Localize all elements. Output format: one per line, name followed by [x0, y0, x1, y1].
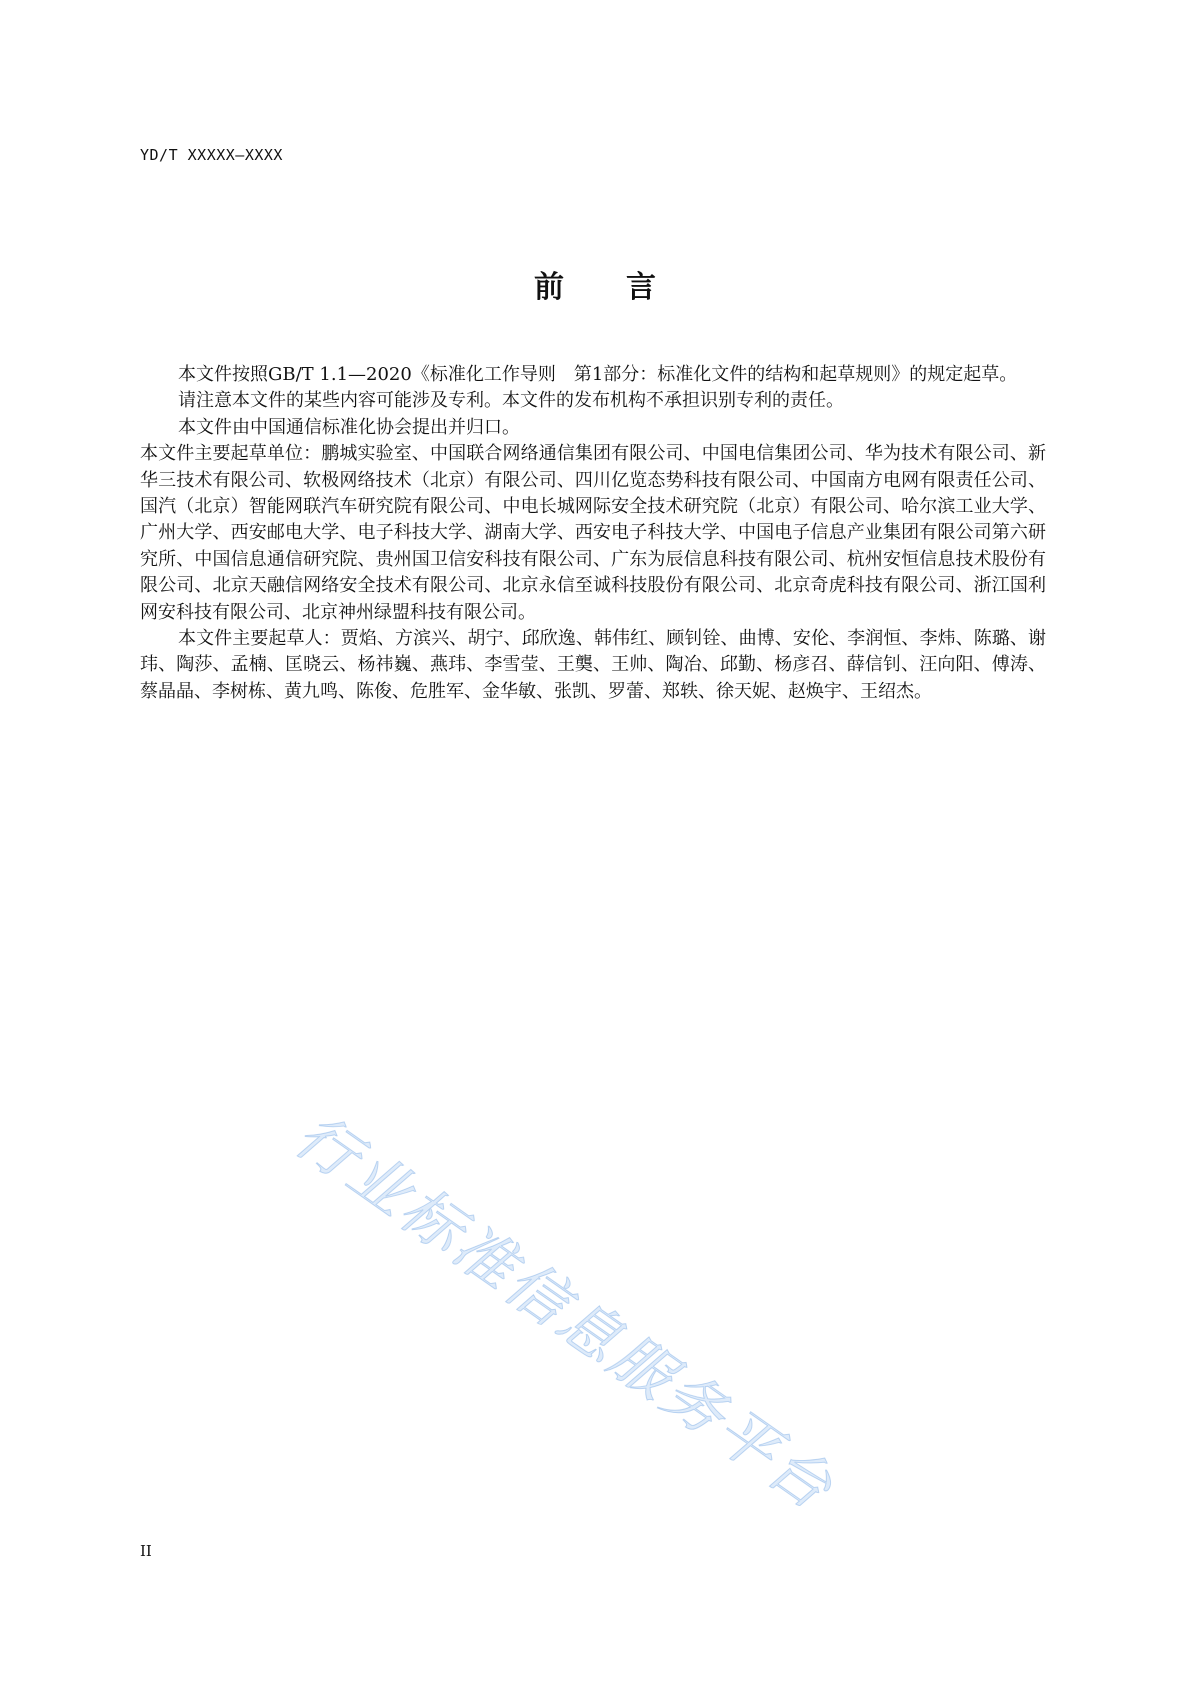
- paragraph-drafters: 本文件主要起草人：贾焰、方滨兴、胡宁、邱欣逸、韩伟红、顾钊铨、曲博、安伦、李润恒、李炜、陈璐、谢玮、陶莎、孟楠、匡晓云、杨祎巍、燕玮、李雪莹、王龑、王帅、陶冶、邱勤、杨彦召、薛信钊、汪向阳、傅涛、蔡晶晶、李树栋、黄九鸣、陈俊、危胜军、金华敏、张凯、罗蕾、郑轶、徐天妮、赵焕宇、王绍杰。: [140, 628, 1046, 702]
- page-title: 前言: [534, 270, 718, 305]
- page-number: II: [140, 1542, 152, 1560]
- paragraph-drafting-units: 本文件主要起草单位：鹏城实验室、中国联合网络通信集团有限公司、中国电信集团公司、华为技术有限公司、新华三技术有限公司、软极网络技术（北京）有限公司、四川亿览态势科技有限公司、中国南方电网有限责任公司、国汽（北京）智能网联汽车研究院有限公司、中电长城网际安全技术研究院（北京）有限公司、哈尔滨工业大学、广州大学、西安邮电大学、电子科技大学、湖南大学、西安电子科技大学、中国电子信息产业集团有限公司第六研究所、中国信息通信研究院、贵州国卫信安科技有限公司、广东为辰信息科技有限公司、杭州安恒信息技术股份有限公司、北京天融信网络安全技术有限公司、北京永信至诚科技股份有限公司、北京奇虎科技有限公司、浙江国利网安科技有限公司、北京神州绿盟科技有限公司。: [140, 443, 1046, 623]
- paragraph-drafting-rules: 本文件按照GB/T 1.1—2020《标准化工作导则 第1部分：标准化文件的结构和起草规则》的规定起草。: [178, 364, 1018, 385]
- watermark: 行业标准信息服务平台: [282, 1100, 847, 1526]
- foreword-body: [140, 362, 1046, 705]
- paragraph-proposer: 本文件由中国通信标准化协会提出并归口。: [178, 416, 520, 438]
- document-code: YD/T XXXXX—XXXX: [140, 146, 283, 164]
- paragraph-patent-notice: 请注意本文件的某些内容可能涉及专利。本文件的发布机构不承担识别专利的责任。: [178, 390, 844, 412]
